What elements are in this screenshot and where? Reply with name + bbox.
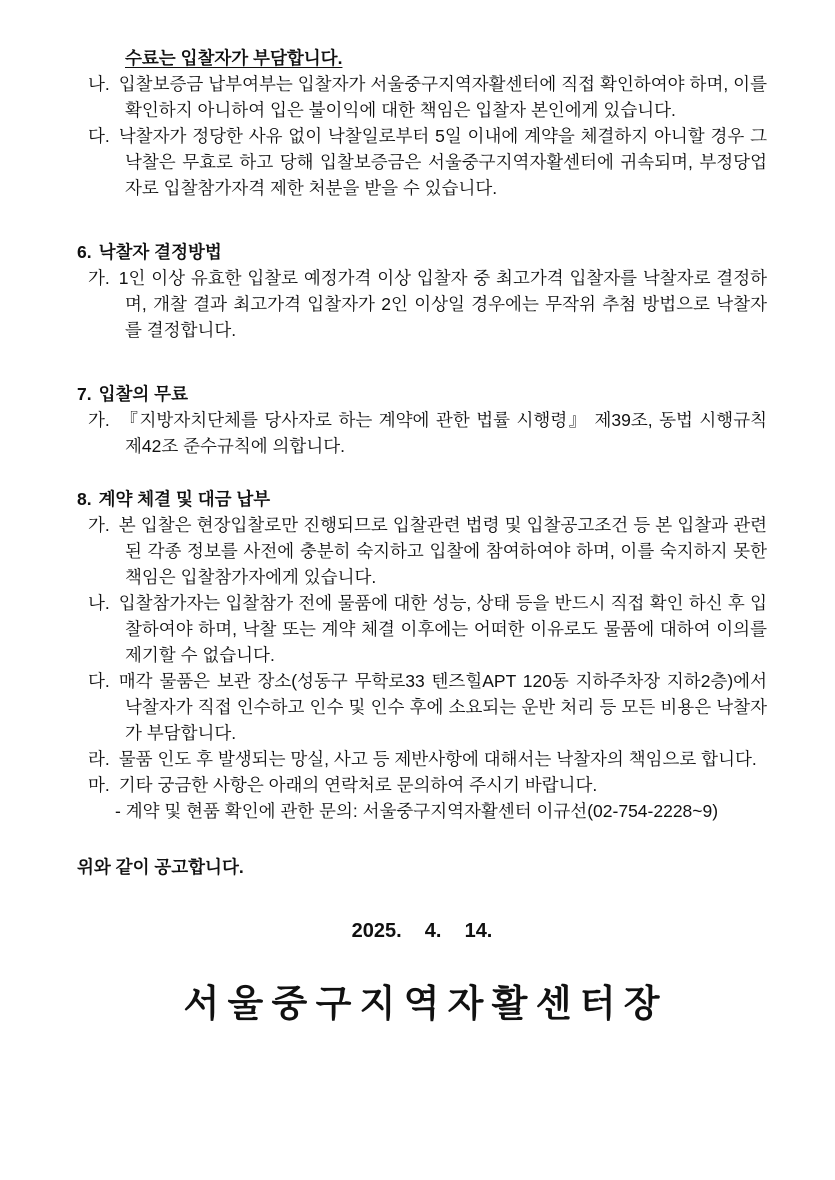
item-text: 본 입찰은 현장입찰로만 진행되므로 입찰관련 법령 및 입찰공고조건 등 본 입찰과 관련된 각종 정보를 사전에 충분히 숙지하고 입찰에 참여하여야 하며, 이를 숙지하지 못한 책임은 입찰참가자에게 있습니다. <box>118 515 767 587</box>
section-number: 8. <box>77 489 92 509</box>
item-text: 입찰참가자는 입찰참가 전에 물품에 대한 성능, 상태 등을 반드시 직접 확인 하신 후 입찰하여야 하며, 낙찰 또는 계약 체결 이후에는 어떠한 이유로도 물품에 대하여 이의를 제기할 수 없습니다. <box>118 593 767 665</box>
list-item <box>77 746 767 772</box>
issuing-authority-signature: 서 울 중 구 지 역 자 활 센 터 장 <box>183 983 661 1024</box>
list-item <box>77 265 767 343</box>
section-heading <box>77 381 767 407</box>
item-marker: 라. <box>88 749 110 769</box>
item-text: 『지방자치단체를 당사자로 하는 계약에 관한 법률 시행령』 제39조, 동법 시행규칙 제42조 준수규칙에 의합니다. <box>118 410 767 456</box>
section-6 <box>77 239 767 343</box>
item-marker: 다. <box>88 671 110 691</box>
list-item <box>77 772 767 798</box>
item-marker: 가. <box>88 515 110 535</box>
continuation-block <box>77 45 767 201</box>
section-title: 낙찰자 결정방법 <box>98 242 222 262</box>
item-text: 물품 인도 후 발생되는 망실, 사고 등 제반사항에 대해서는 낙찰자의 책임으로 합니다. <box>118 749 757 769</box>
section-heading <box>77 486 767 512</box>
item-marker: 다. <box>88 126 110 146</box>
fee-burden-highlight-line: 수료는 입찰자가 부담합니다. <box>125 48 343 68</box>
closing-statement: 위와 같이 공고합니다. <box>77 857 244 877</box>
item-marker: 마. <box>88 775 110 795</box>
list-item <box>77 512 767 590</box>
notice-date: 2025. 4. 14. <box>351 920 493 942</box>
section-heading <box>77 239 767 265</box>
item-text: 입찰보증금 납부여부는 입찰자가 서울중구지역자활센터에 직접 확인하여야 하며, 이를 확인하지 아니하여 입은 불이익에 대한 책임은 입찰자 본인에게 있습니다. <box>118 74 767 120</box>
item-marker: 나. <box>88 74 110 94</box>
item-marker: 가. <box>88 410 110 430</box>
section-8 <box>77 486 767 824</box>
list-item <box>77 71 767 123</box>
item-marker: 가. <box>88 268 110 288</box>
section-title: 입찰의 무료 <box>98 384 188 404</box>
list-item <box>77 668 767 746</box>
section-7 <box>77 381 767 459</box>
contact-note: - 계약 및 현품 확인에 관한 문의: 서울중구지역자활센터 이규선(02-754-2228~9) <box>115 801 719 821</box>
section-number: 7. <box>77 384 92 404</box>
item-marker: 나. <box>88 593 110 613</box>
list-item <box>77 590 767 668</box>
item-text: 매각 물품은 보관 장소(성동구 무학로33 텐즈힐APT 120동 지하주차장 지하2층)에서 낙찰자가 직접 인수하고 인수 및 인수 후에 소요되는 운반 처리 등 모든 비용은 낙찰자가 부담합니다. <box>118 671 767 743</box>
item-text: 기타 궁금한 사항은 아래의 연락처로 문의하여 주시기 바랍니다. <box>118 775 598 795</box>
list-item <box>77 407 767 459</box>
list-item <box>77 123 767 201</box>
item-text: 낙찰자가 정당한 사유 없이 낙찰일로부터 5일 이내에 계약을 체결하지 아니할 경우 그 낙찰은 무효로 하고 당해 입찰보증금은 서울중구지역자활센터에 귀속되며, 부정당업자로 입찰참가자격 제한 처분을 받을 수 있습니다. <box>118 126 767 198</box>
section-number: 6. <box>77 242 92 262</box>
section-title: 계약 체결 및 대금 납부 <box>98 489 271 509</box>
item-text: 1인 이상 유효한 입찰로 예정가격 이상 입찰자 중 최고가격 입찰자를 낙찰자로 결정하며, 개찰 결과 최고가격 입찰자가 2인 이상일 경우에는 무작위 추첨 방법으로 낙찰자를 결정합니다. <box>118 268 767 340</box>
